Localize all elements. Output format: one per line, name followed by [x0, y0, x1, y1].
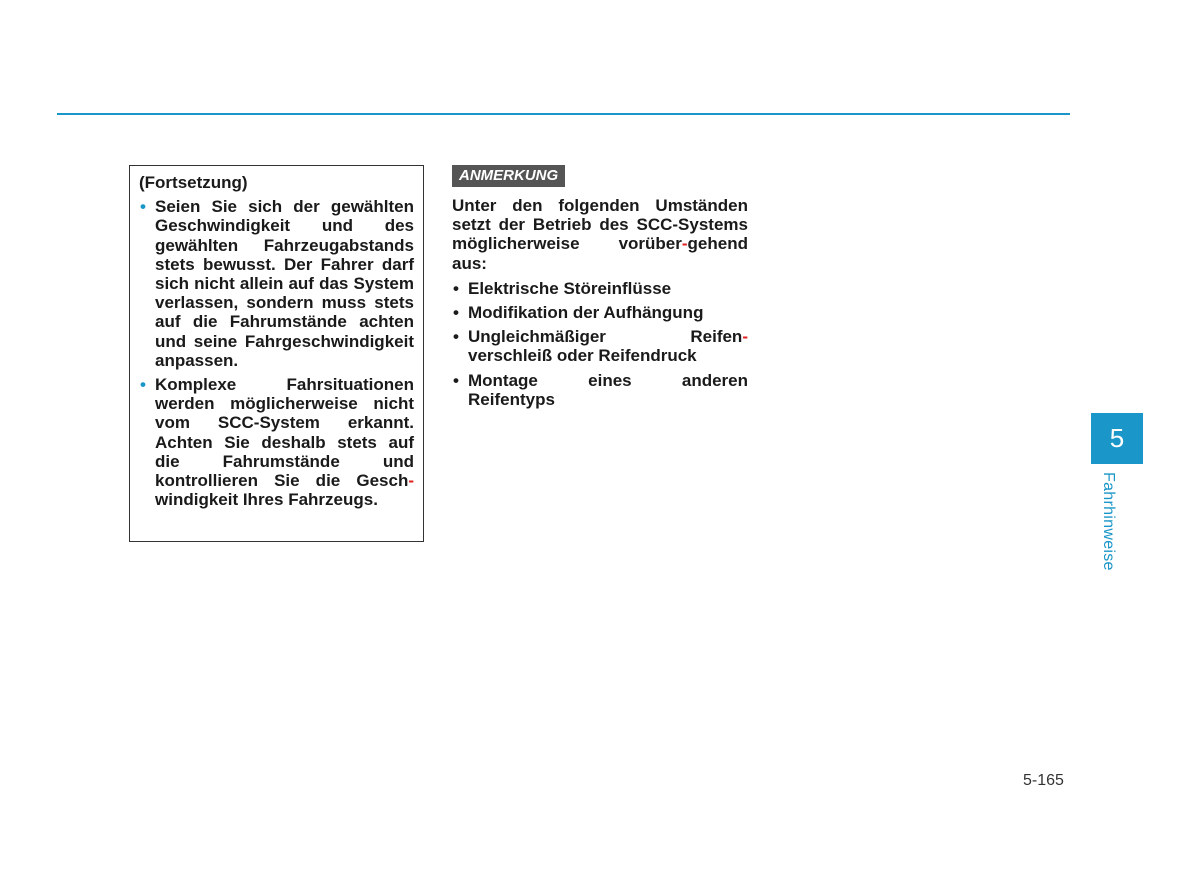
hyphen-mark: -	[408, 471, 414, 491]
list-item	[452, 371, 748, 409]
header-rule	[57, 113, 1070, 115]
note-intro	[452, 196, 748, 273]
list-item	[452, 303, 748, 322]
list-item-text-cont: windigkeit Ihres Fahrzeugs.	[155, 490, 378, 510]
warning-list	[139, 197, 414, 509]
bullet-icon: •	[140, 375, 146, 395]
list-item-text: Seien Sie sich der gewählten Geschwindigkeit und des gewählten Fahrzeugabstands stets bewusst. Der Fahrer darf sich nicht allein auf das System verlassen, sondern muss stets auf die Fahrumstände achten und seine Fahrgeschwindigkeit anpassen.	[155, 197, 414, 370]
list-item-text: Elektrische Störeinflüsse	[468, 278, 672, 298]
list-item	[452, 327, 748, 365]
bullet-icon: •	[453, 278, 459, 298]
note-badge: ANMERKUNG	[452, 165, 565, 187]
note-intro-text: Unter den folgenden Umständen setzt der Betrieb des SCC-Systems möglicherweise vorüber	[452, 196, 748, 254]
chapter-label: Fahrhinweise	[1100, 472, 1117, 571]
bullet-icon: •	[453, 370, 459, 390]
hyphen-mark: -	[742, 327, 748, 347]
list-item-text: Modifikation der Aufhängung	[468, 303, 704, 323]
bullet-icon: •	[140, 197, 146, 217]
list-item-text-cont: verschleiß oder Reifendruck	[468, 346, 697, 366]
list-item-text: Komplexe Fahrsituationen werden möglicherweise nicht vom SCC-System erkannt. Achten Sie deshalb stets auf die Fahrumstände und kontrollieren Sie die Gesch	[155, 375, 414, 491]
bullet-icon: •	[453, 303, 459, 323]
note-intro-text-cont: gehend aus:	[452, 234, 748, 273]
list-item-text: Montage eines anderen Reifentyps	[468, 370, 748, 409]
note-list	[452, 279, 748, 409]
list-item	[452, 279, 748, 298]
warning-box	[129, 165, 424, 542]
hyphen-mark: -	[681, 234, 688, 254]
warning-title: (Fortsetzung)	[139, 173, 248, 192]
list-item	[139, 375, 414, 509]
chapter-tab: 5	[1091, 413, 1143, 464]
page-number: 5-165	[1023, 772, 1064, 789]
bullet-icon: •	[453, 327, 459, 347]
note-section	[452, 165, 748, 414]
list-item	[139, 197, 414, 370]
list-item-text: Ungleichmäßiger Reifen	[468, 327, 743, 347]
